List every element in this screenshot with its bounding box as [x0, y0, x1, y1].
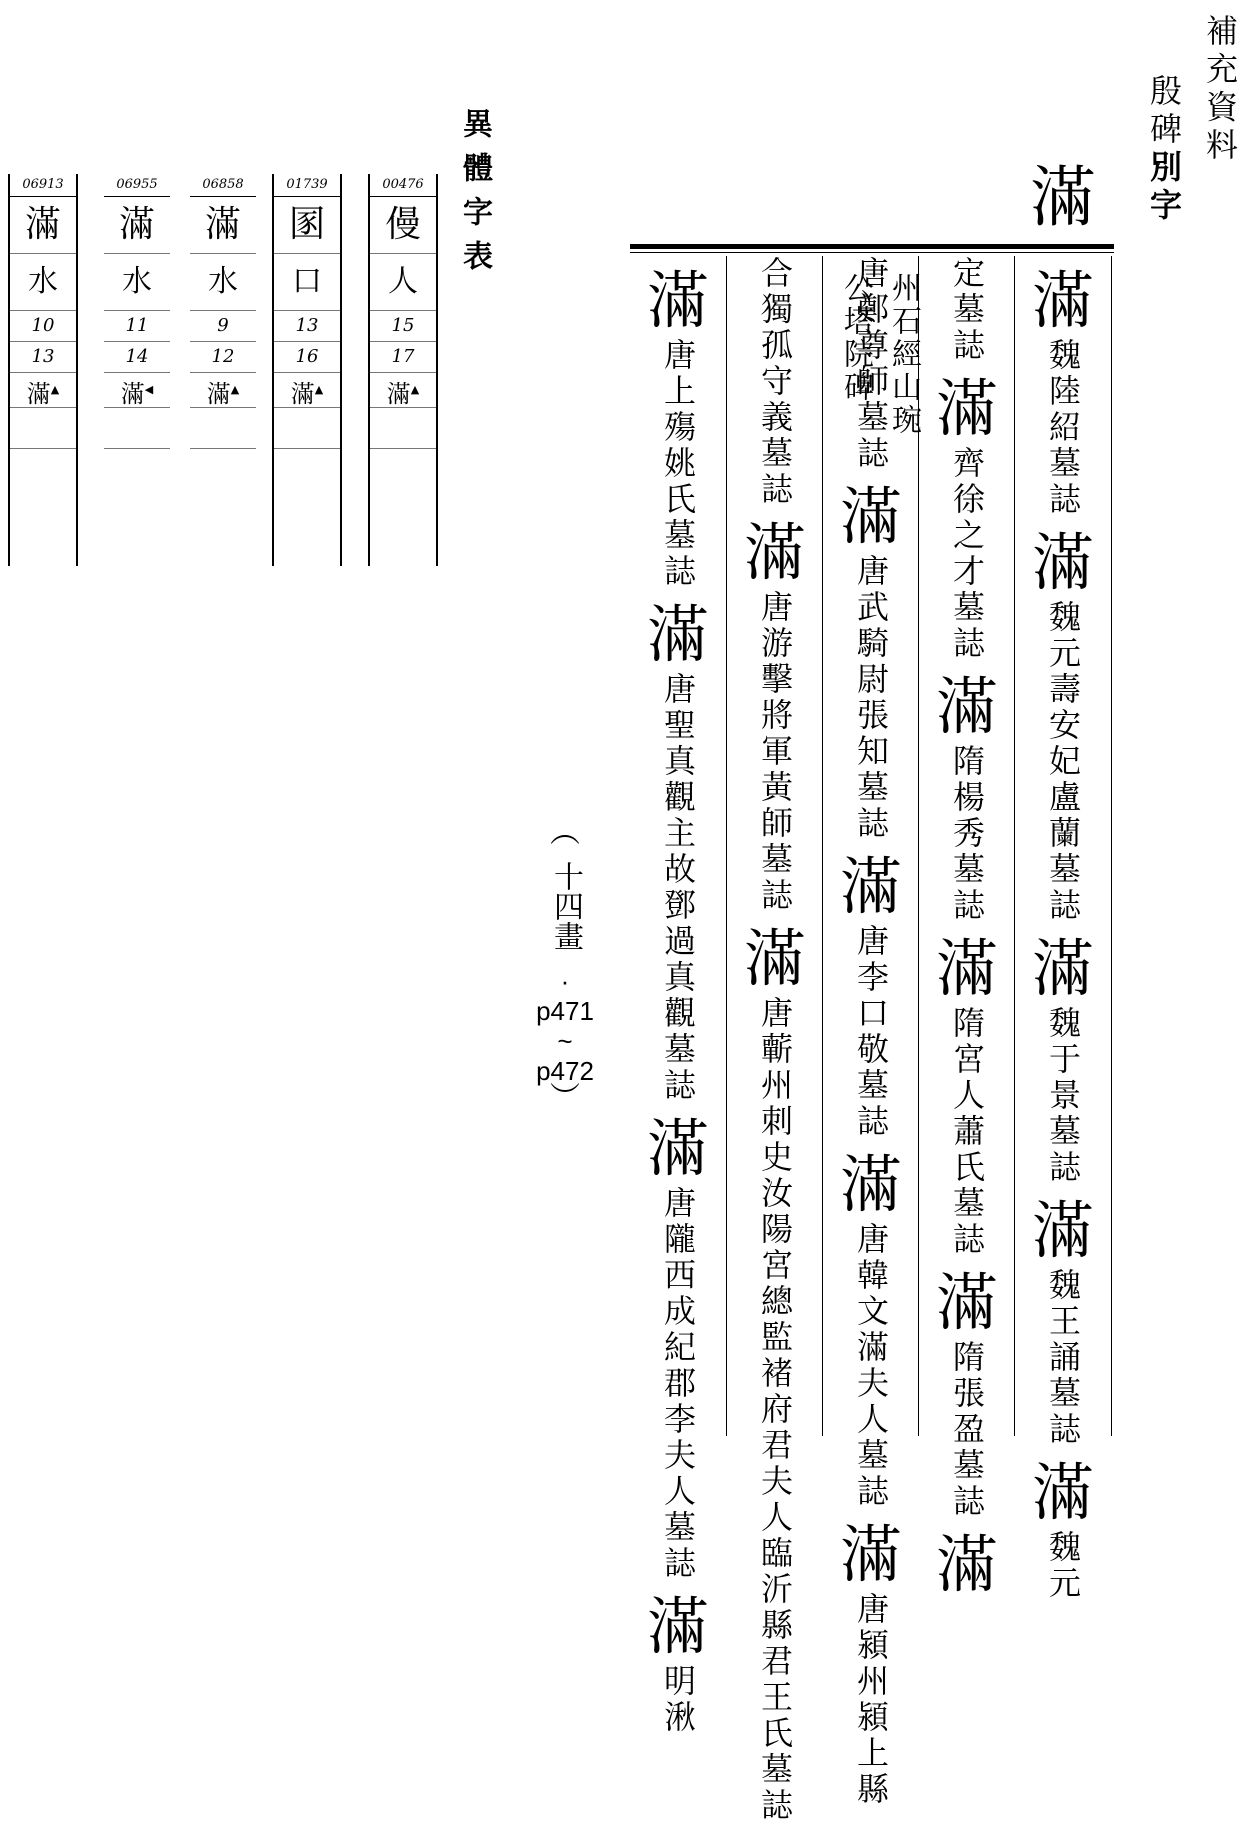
glyph-entry: [1015, 932, 1111, 1186]
source-citation: 唐蘄州刺史汝陽宮總監褚府君夫人臨沂縣君王氏墓誌: [756, 996, 794, 1824]
source-citation: 定墓誌: [948, 256, 986, 364]
blank-cell: [104, 408, 170, 449]
glyph-entry: [1015, 1456, 1111, 1602]
variant-glyph: 滿: [646, 264, 709, 337]
glyph-entry: [1015, 526, 1111, 924]
variant-glyph: 滿: [1031, 264, 1094, 337]
variant-radical: 口: [274, 254, 340, 311]
table-border: [436, 174, 438, 566]
variant-form-char: 滿: [290, 380, 315, 408]
page-title: 補充資料: [1201, 14, 1239, 166]
variant-char: 圂: [274, 197, 340, 254]
glyph-entry: [919, 1266, 1015, 1520]
variant-char: 滿: [190, 197, 256, 254]
variant-code: 00476: [370, 174, 436, 197]
variant-column: [190, 174, 256, 533]
source-citation: 齊徐之才墓誌: [948, 446, 986, 662]
source-citation: 明湫: [659, 1664, 697, 1736]
glyph-entry: [823, 1148, 919, 1510]
variant-strokes: 11: [104, 311, 170, 342]
glyph-entry: [823, 480, 919, 842]
table-border: [76, 174, 78, 566]
source-citation: 唐李口敬墓誌: [852, 924, 890, 1140]
variant-total-strokes: 12: [190, 342, 256, 373]
source-citation: 合獨孤守義墓誌: [756, 256, 794, 508]
variant-form: [370, 373, 436, 408]
source-citation: 魏元壽安妃盧蘭墓誌: [1044, 600, 1082, 924]
source-citation: 魏元: [1044, 1530, 1082, 1602]
source-citation: 隋張盈墓誌: [948, 1340, 986, 1520]
variant-column: [104, 174, 170, 533]
source-citation: 唐潁州潁上縣: [852, 1592, 890, 1808]
glyph-entry: [919, 932, 1015, 1258]
title-block: [1141, 14, 1243, 274]
variant-radical: 水: [104, 254, 170, 311]
variant-column: [370, 174, 436, 533]
variant-table: [10, 174, 440, 566]
source-citation: 魏陸紹墓誌: [1044, 338, 1082, 518]
triangle-mark-icon: ▲: [314, 383, 324, 396]
triangle-mark-icon: ◀: [144, 383, 154, 396]
blank-cell: [104, 449, 170, 533]
source-citation: 唐上殤姚氏墓誌: [659, 338, 697, 590]
blank-cell: [274, 449, 340, 533]
variant-glyph: 滿: [935, 932, 998, 1005]
variant-form-char: 滿: [26, 380, 51, 408]
variant-glyph: 滿: [1031, 932, 1094, 1005]
source-citation: 唐游擊將軍黃師墓誌: [756, 590, 794, 914]
side-source-line: 公塔院碑: [838, 272, 873, 404]
variant-column: [10, 174, 76, 533]
glyph-entry: [1015, 1194, 1111, 1448]
variant-glyph: 滿: [646, 1112, 709, 1185]
glyph-entry: [727, 516, 823, 914]
glyph-entry: [1015, 264, 1111, 518]
main-column-1: [1014, 256, 1112, 1602]
variant-form: [10, 373, 76, 408]
blank-cell: [274, 408, 340, 449]
section-label: 十四畫: [548, 861, 583, 951]
glyph-entry: [823, 1518, 919, 1808]
page-subtitle: 殷碑別字: [1145, 74, 1183, 226]
page-start: p471: [536, 996, 594, 1026]
variant-glyph: 滿: [935, 670, 998, 743]
glyph-entry: [727, 922, 823, 1824]
variant-strokes: 15: [370, 311, 436, 342]
variant-code: 06955: [104, 174, 170, 197]
variant-strokes: 13: [274, 311, 340, 342]
glyph-entry: [919, 256, 1015, 364]
triangle-mark-icon: ▲: [230, 383, 240, 396]
head-character: 滿: [1030, 159, 1096, 236]
variant-glyph: 滿: [1031, 1456, 1094, 1529]
variant-radical: 水: [190, 254, 256, 311]
variant-glyph: 滿: [646, 598, 709, 671]
source-citation: 隋楊秀墓誌: [948, 744, 986, 924]
blank-cell: [370, 408, 436, 449]
glyph-entry: [630, 598, 726, 1104]
open-paren-icon: ︵: [550, 816, 580, 849]
variant-column: [274, 174, 340, 533]
source-citation: 魏于景墓誌: [1044, 1006, 1082, 1186]
variant-table-title: 異體字表: [457, 108, 492, 284]
variant-form-char: 滿: [120, 380, 145, 408]
glyph-entry: [823, 850, 919, 1140]
source-citation: 唐武騎尉張知墓誌: [852, 554, 890, 842]
table-border: [368, 174, 370, 566]
table-border: [8, 174, 10, 566]
variant-glyph: 滿: [935, 1266, 998, 1339]
blank-cell: [190, 408, 256, 449]
variant-strokes: 10: [10, 311, 76, 342]
source-citation: 唐聖真觀主故鄧過真觀墓誌: [659, 672, 697, 1104]
variant-total-strokes: 17: [370, 342, 436, 373]
blank-cell: [370, 449, 436, 533]
page-reference: [530, 816, 600, 1115]
variant-code: 01739: [274, 174, 340, 197]
glyph-entry: [630, 1590, 726, 1736]
variant-glyph: 滿: [839, 1518, 902, 1591]
variant-glyph: 滿: [935, 1528, 998, 1601]
source-citation: 唐鄭尊師墓誌: [852, 256, 890, 472]
glyph-entry: [919, 670, 1015, 924]
section-dot: ·: [560, 966, 570, 996]
glyph-entry: [919, 1528, 1015, 1601]
source-citation: 魏王誦墓誌: [1044, 1268, 1082, 1448]
source-citation: 唐隴西成紀郡李夫人墓誌: [659, 1186, 697, 1582]
variant-glyph: 滿: [743, 922, 806, 995]
side-source-line: 州石經山琬: [886, 272, 921, 437]
variant-glyph: 滿: [839, 850, 902, 923]
header-rule-thin: [630, 252, 1114, 253]
variant-char: 滿: [104, 197, 170, 254]
variant-glyph: 滿: [743, 516, 806, 589]
variant-glyph: 滿: [646, 1590, 709, 1663]
variant-glyph: 滿: [1031, 526, 1094, 599]
triangle-mark-icon: ▲: [50, 383, 60, 396]
variant-form: [104, 373, 170, 408]
table-border: [340, 174, 342, 566]
close-paren-icon: ︶: [550, 1082, 580, 1115]
variant-form: [274, 373, 340, 408]
variant-total-strokes: 16: [274, 342, 340, 373]
variant-glyph: 滿: [839, 480, 902, 553]
variant-total-strokes: 13: [10, 342, 76, 373]
glyph-entry: [630, 1112, 726, 1582]
source-citation: 唐韓文滿夫人墓誌: [852, 1222, 890, 1510]
variant-total-strokes: 14: [104, 342, 170, 373]
variant-char: 僈: [370, 197, 436, 254]
variant-glyph: 滿: [935, 372, 998, 445]
glyph-entry: [919, 372, 1015, 662]
variant-code: 06913: [10, 174, 76, 197]
blank-cell: [190, 449, 256, 533]
main-column-2: [918, 256, 1015, 1601]
variant-form: [190, 373, 256, 408]
page-end: p472: [536, 1056, 594, 1086]
variant-code: 06858: [190, 174, 256, 197]
page-tilde: ~: [557, 1026, 573, 1056]
source-citation: 隋宮人蕭氏墓誌: [948, 1006, 986, 1258]
table-border: [272, 174, 274, 566]
variant-form-char: 滿: [206, 380, 231, 408]
variant-char: 滿: [10, 197, 76, 254]
triangle-mark-icon: ▲: [410, 383, 420, 396]
variant-strokes: 9: [190, 311, 256, 342]
variant-radical: 水: [10, 254, 76, 311]
variant-glyph: 滿: [839, 1148, 902, 1221]
blank-cell: [10, 449, 76, 533]
side-source: [540, 264, 924, 437]
header-rule: [630, 244, 1114, 249]
variant-radical: 人: [370, 254, 436, 311]
blank-cell: [10, 408, 76, 449]
variant-form-char: 滿: [386, 380, 411, 408]
variant-glyph: 滿: [1031, 1194, 1094, 1267]
